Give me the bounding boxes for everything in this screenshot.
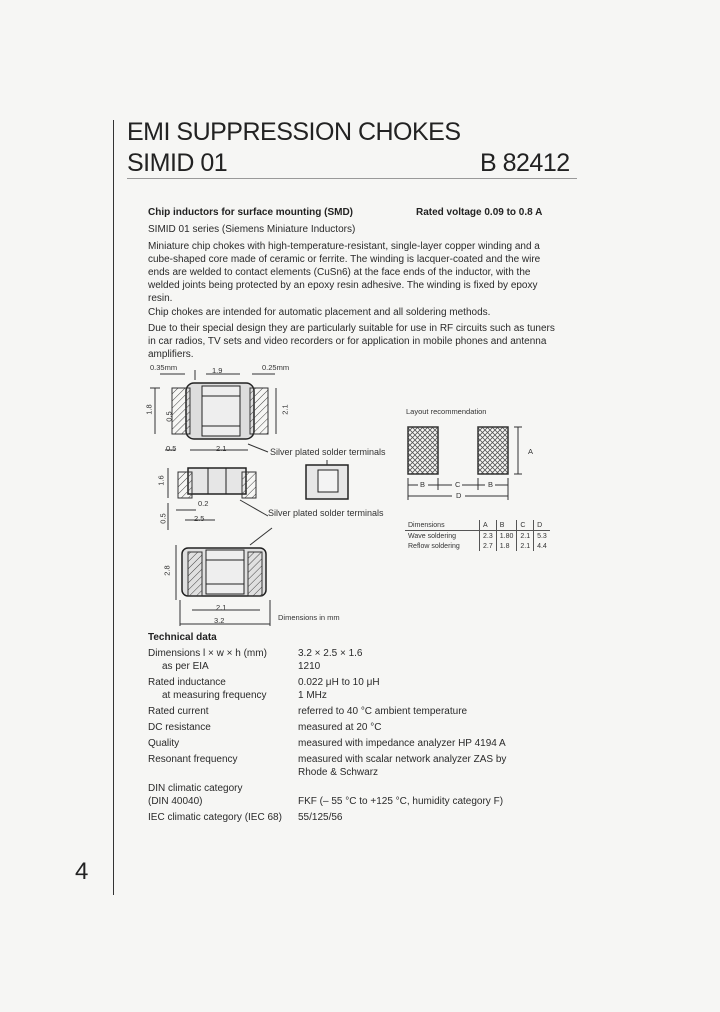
dimensions-note: Dimensions in mm	[278, 613, 340, 622]
dim-18: 1.8	[144, 404, 154, 415]
table-cell: 2.1	[517, 531, 534, 542]
dim-25: 2.5	[194, 514, 205, 523]
layout-label-b2: B	[488, 480, 494, 489]
table-cell: 2.1	[517, 541, 534, 551]
table-cell: Wave soldering	[408, 532, 456, 540]
tech-label: Dimensions l × w × h (mm)	[148, 648, 267, 659]
tech-value: 55/125/56	[298, 812, 343, 823]
dim-32: 3.2	[214, 616, 225, 625]
page-number: 4	[75, 858, 89, 885]
table-header-cell: A	[480, 520, 497, 531]
tech-label: at measuring frequency	[162, 690, 267, 701]
table-header-cell: B	[496, 520, 517, 531]
table-cell: 4.4	[534, 541, 550, 551]
dim-05-vertical: 0.5	[164, 411, 174, 422]
dim-21: 2.1	[216, 444, 227, 453]
table-cell: 5.3	[534, 531, 550, 542]
intro-paragraph-2: Chip chokes are intended for automatic placement and all soldering methods.	[148, 307, 491, 318]
table-header-cell: D	[534, 520, 550, 531]
technical-data-heading: Technical data	[148, 632, 217, 643]
dim-19: 1.9	[212, 366, 223, 375]
tech-value: Rhode & Schwarz	[298, 767, 379, 778]
rated-voltage-heading: Rated voltage 0.09 to 0.8 A	[416, 207, 543, 218]
dim-02: 0.2	[198, 499, 209, 508]
dim-05: 0.5	[166, 444, 177, 453]
silver-terminals-label-1: Silver plated solder terminals	[270, 447, 386, 457]
intro-heading: Chip inductors for surface mounting (SMD)	[148, 207, 353, 218]
dim-21-vertical: 2.1	[280, 404, 290, 415]
tech-label: DC resistance	[148, 722, 211, 733]
tech-value: FKF (– 55 °C to +125 °C, humidity category F)	[298, 796, 504, 807]
table-cell: 1.80	[496, 531, 517, 542]
table-row	[405, 541, 550, 551]
tech-value: measured at 20 °C	[298, 722, 382, 733]
dim-21-perspective: 2.1	[216, 603, 227, 612]
dim-28: 2.8	[162, 565, 172, 576]
table-cell: 2.7	[480, 541, 497, 551]
tech-label: IEC climatic category (IEC 68)	[148, 812, 282, 823]
tech-value: referred to 40 °C ambient temperature	[298, 706, 468, 717]
tech-value: 1210	[298, 661, 321, 672]
layout-label-d: D	[456, 491, 462, 500]
tech-value: measured with impedance analyzer HP 4194 A	[298, 738, 506, 749]
layout-label-b1: B	[420, 480, 426, 489]
layout-label-a: A	[528, 447, 534, 456]
dim-025mm: 0.25mm	[262, 363, 290, 372]
intro-paragraph-3: Due to their special design they are particularly suitable for use in RF circuits such as tuners in car radios, TV sets and video recorders or for application in mobile phones and antenna amplifiers.	[148, 323, 555, 360]
table-cell: Reflow soldering	[408, 542, 460, 550]
tech-label: Resonant frequency	[148, 754, 238, 765]
dim-16: 1.6	[156, 475, 166, 486]
dim-05b: 0.5	[158, 513, 168, 524]
table-header-row	[405, 520, 550, 531]
tech-label: DIN climatic category	[148, 783, 243, 794]
tech-value: measured with scalar network analyzer ZAS by	[298, 754, 507, 765]
layout-recommendation-title: Layout recommendation	[406, 407, 487, 416]
chip-side-view	[168, 468, 268, 530]
tech-value: 1 MHz	[298, 690, 327, 701]
chip-end-view	[306, 460, 348, 499]
table-cell: 2.3	[480, 531, 497, 542]
tech-label: as per EIA	[162, 661, 209, 672]
intro-paragraph-1: Miniature chip chokes with high-temperature-resistant, single-layer copper winding and a cube-shaped core made of ceramic or ferrite. The winding is lacquer-coated and the wire ends are welded to contact elements (CuSn6) at the face ends of the inductor, with the welded joints being protected by an epoxy resin adhesive. The winding is fixed by epoxy resin.	[148, 241, 541, 304]
table-header-cell: Dimensions	[405, 520, 480, 531]
tech-label: Quality	[148, 738, 180, 749]
dim-035mm: 0.35mm	[150, 363, 178, 372]
order-code: B 82412	[480, 149, 570, 177]
page-title: EMI SUPPRESSION CHOKES	[127, 118, 461, 146]
tech-label: Rated inductance	[148, 677, 226, 688]
silver-terminals-label-2: Silver plated solder terminals	[268, 508, 384, 518]
table-cell: 1.8	[496, 541, 517, 551]
layout-recommendation-drawing	[408, 427, 522, 500]
tech-value: 0.022 μH to 10 μH	[298, 677, 380, 688]
layout-label-c: C	[455, 480, 461, 489]
tech-label: Rated current	[148, 706, 209, 717]
table-header-cell: C	[517, 520, 534, 531]
table-row	[405, 531, 550, 542]
layout-dimensions-table	[405, 520, 550, 551]
tech-value: 3.2 × 2.5 × 1.6	[298, 648, 363, 659]
product-name: SIMID 01	[127, 149, 228, 177]
tech-label: (DIN 40040)	[148, 796, 203, 807]
series-line: SIMID 01 series (Siemens Miniature Inductors)	[148, 224, 356, 235]
